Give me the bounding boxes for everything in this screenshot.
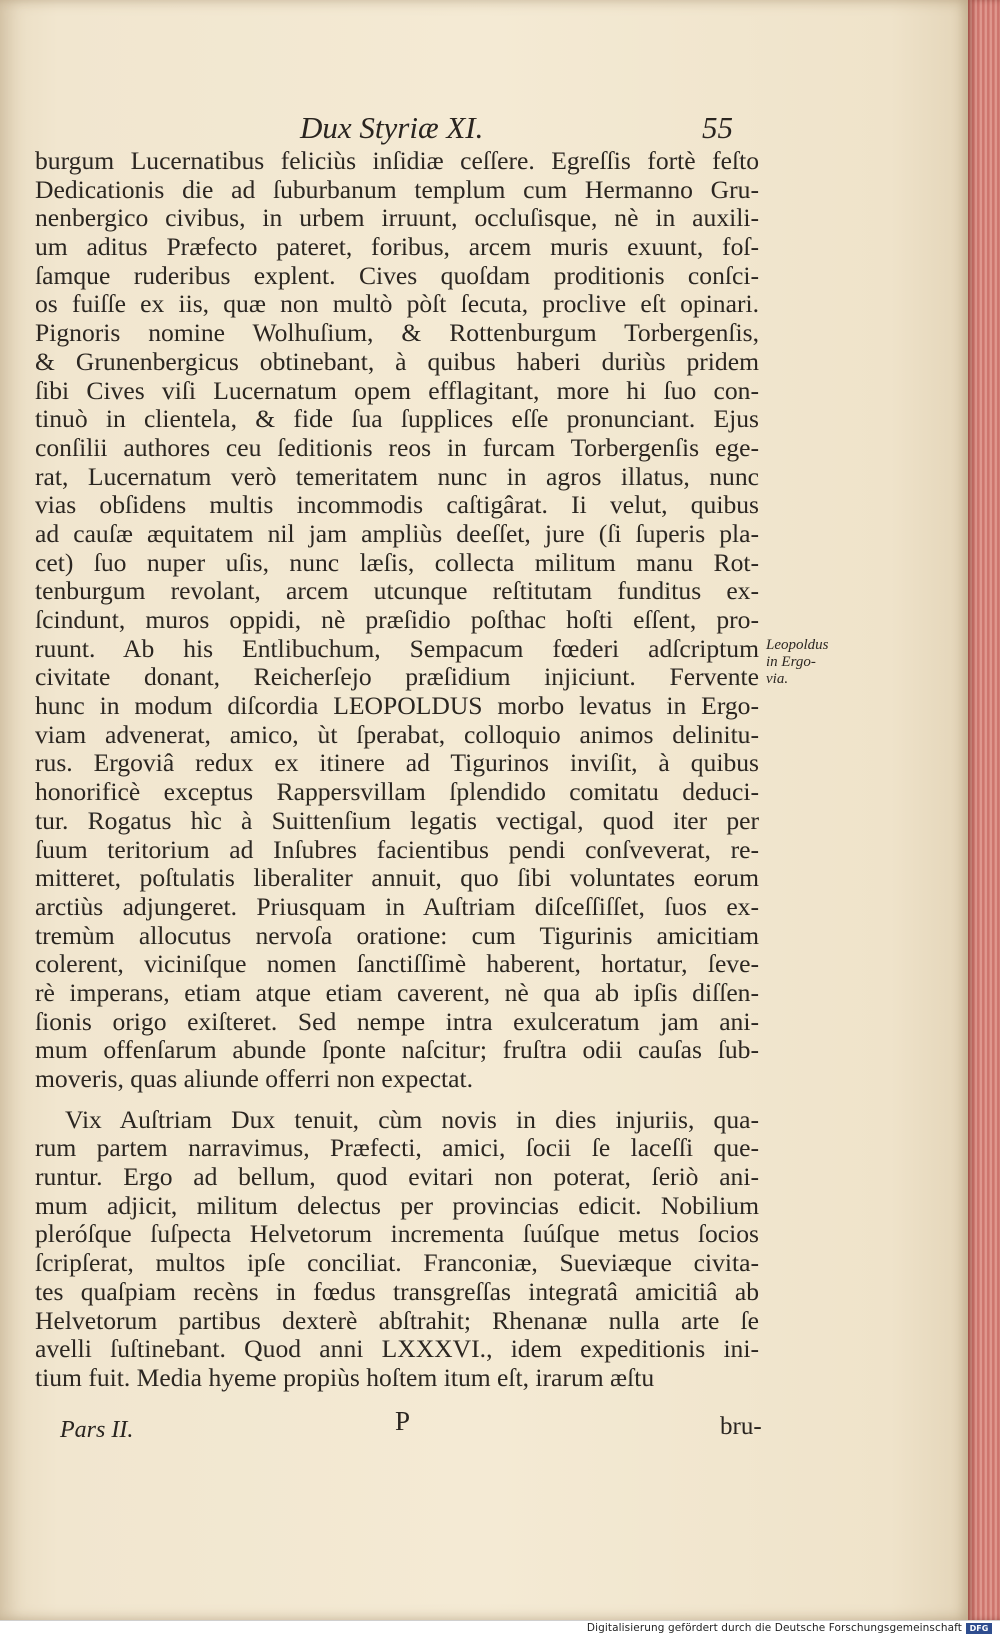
text-line: ſcindunt, muros oppidi, nè præſidio poſthac hoſti eſſent, pro-: [35, 605, 759, 634]
text-line: tium fuit. Media hyeme propiùs hoſtem itum eſt, irarum æſtu: [35, 1362, 655, 1392]
text-line: honorificè exceptus Rappersvillam ſplendido comitatu deduci-: [35, 777, 759, 807]
body-text: [35, 147, 759, 1393]
marginal-note-line: in Ergo-: [766, 654, 816, 670]
text-line: ruunt. Ab his Entlibuchum, Sempacum fœderi adſcriptum: [35, 633, 759, 663]
text-line: conſilii authores ceu ſeditionis reos in furcam Torbergenſis ege-: [35, 432, 759, 462]
digitization-banner: [0, 1620, 1000, 1637]
running-head-title: Dux Styriæ XI.: [300, 110, 484, 145]
paragraph-1: [35, 147, 759, 1094]
text-line: tenburgum revolant, arcem utcunque reſtitutam funditus ex-: [35, 576, 759, 606]
text-line: tes quaſpiam recèns in fœdus transgreſſas integratâ amicitiâ ab: [35, 1276, 759, 1306]
text-line: rat, Lucernatum verò temeritatem nunc in agros illatus, nunc: [35, 461, 759, 491]
text-line: Helvetorum partibus dexterè abſtrahit; Rhenanæ nulla arte ſe: [35, 1305, 759, 1335]
text-line: tur. Rogatus hìc à Suittenſium legatis vectigal, quod iter per: [35, 805, 759, 835]
text-line: mum adjicit, militum delectus per provincias edicit. Nobilium: [35, 1190, 759, 1220]
text-line: moveris, quas aliunde offerri non expectat.: [35, 1064, 474, 1093]
paragraph-gap: [35, 1094, 759, 1106]
text-line: tremùm allocutus nervoſa oratione: cum Tigurinis amicitiam: [35, 920, 759, 950]
text-line: um aditus Præfecto pateret, foribus, arcem muris exuunt, foſ-: [35, 232, 759, 262]
text-line: rè imperans, etiam atque etiam caverent, nè qua ab ipſis diſſen-: [35, 977, 759, 1007]
text-line: Dedicationis die ad ſuburbanum templum cum Hermanno Gru-: [35, 174, 759, 204]
banner-text: Digitalisierung gefördert durch die Deutsche Forschungsgemeinschaft: [586, 1622, 962, 1634]
text-line: Vix Auſtriam Dux tenuit, cùm novis in dies injuriis, qua-: [65, 1104, 759, 1134]
text-line: runtur. Ergo ad bellum, quod evitari non poterat, ſeriò ani-: [35, 1162, 759, 1192]
dfg-logo-icon: DFG: [966, 1623, 992, 1634]
text-line: mitteret, poſtulatis liberaliter annuit, quo ſibi voluntates eorum: [35, 863, 759, 893]
text-line: hunc in modum diſcordia LEOPOLDUS morbo levatus in Ergo-: [35, 691, 759, 721]
text-line: pleróſque ſuſpecta Helvetorum incrementa ſuúſque metus ſocios: [35, 1219, 759, 1249]
text-line: ſibi Cives viſi Lucernatum opem efflagitant, more hi ſuo con-: [35, 375, 759, 405]
text-line: colerent, viciniſque nomen ſanctiſſimè haberent, hortatur, ſeve-: [35, 949, 759, 979]
text-line: rum partem narravimus, Præfecti, amici, ſocii ſe laceſſi que-: [35, 1133, 759, 1163]
text-line: avelli ſuſtinebant. Quod anni LXXXVI., idem expeditionis ini-: [35, 1334, 759, 1364]
text-line: burgum Lucernatibus feliciùs inſidiæ ceſſere. Egreſſis fortè feſto: [35, 146, 759, 175]
text-line: ſionis origo exiſteret. Sed nempe intra exulceratum jam ani-: [35, 1006, 759, 1036]
text-line: mum offenſarum abunde ſponte naſcitur; fruſtra odii cauſas ſub-: [35, 1035, 759, 1065]
text-line: & Grunenbergicus obtinebant, à quibus haberi duriùs pridem: [35, 346, 759, 376]
text-line: tinuò in clientela, & fide ſua ſupplices eſſe pronunciant. Ejus: [35, 404, 759, 434]
text-line: viam advenerat, amico, ùt ſperabat, colloquio animos delinitu-: [35, 719, 759, 749]
text-line: nenbergico civibus, in urbem irruunt, occluſisque, nè in auxili-: [35, 203, 759, 233]
marginal-note-line: Leopoldus: [766, 637, 829, 653]
marginal-note-line: via.: [766, 671, 789, 687]
text-line: cet) ſuo nuper uſis, nunc læſis, collecta militum manu Rot-: [35, 547, 759, 577]
signature-mark: P: [395, 1406, 411, 1436]
text-line: civitate donant, Reicherſejo præſidium injiciunt. Fervente: [35, 662, 759, 692]
marginal-note: [766, 637, 846, 688]
text-line: arctiùs adjungeret. Priusquam in Auſtriam diſceſſiſſet, ſuos ex-: [35, 891, 759, 921]
text-line: ſamque ruderibus explent. Cives quoſdam proditionis conſci-: [35, 260, 759, 290]
text-line: rus. Ergoviâ redux ex itinere ad Tigurinos inviſit, à quibus: [35, 748, 759, 778]
text-line: os fuiſſe ex iis, quæ non multò pòſt ſecuta, proclive eſt opinari.: [35, 289, 759, 319]
text-line: Pignoris nomine Wolhuſium, & Rottenburgum Torbergenſis,: [35, 318, 759, 348]
text-line: ad cauſæ æquitatem nil jam ampliùs deeſſet, jure (ſi ſuperis pla-: [35, 518, 759, 548]
page-number: 55: [702, 110, 733, 145]
text-line: ſcripſerat, multos ipſe conciliat. Franconiæ, Sueviæque civita-: [35, 1248, 759, 1278]
catchword: bru-: [720, 1413, 762, 1440]
paragraph-2: [35, 1106, 759, 1393]
text-line: ſuum teritorium ad Inſubres facientibus pendi conſveverat, re-: [35, 834, 759, 864]
part-label: Pars II.: [60, 1417, 134, 1443]
text-line: vias obſidens multis incommodis caſtigârat. Ii velut, quibus: [35, 490, 759, 520]
page-edge: [968, 0, 1000, 1620]
